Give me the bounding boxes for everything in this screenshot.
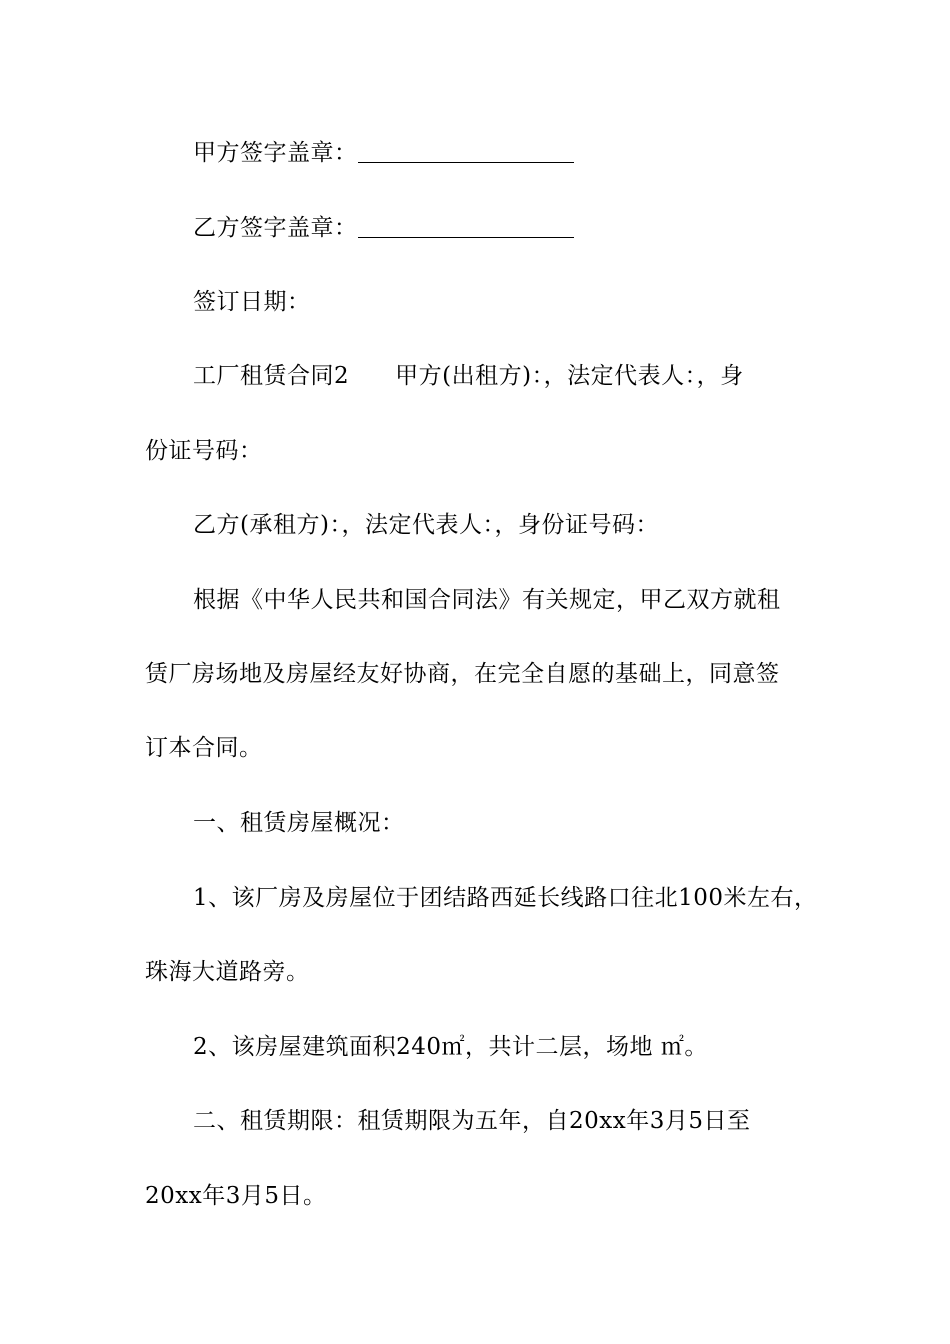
party-b-signature-line bbox=[193, 213, 574, 243]
paragraph-line: 珠海大道路旁。 bbox=[145, 959, 310, 985]
party-a-signature-blank bbox=[358, 140, 574, 163]
party-a-signature-line bbox=[193, 138, 574, 168]
paragraph-line: 20xx年3月5日。 bbox=[145, 1183, 327, 1209]
contract-heading-line bbox=[193, 361, 744, 391]
paragraph-line: 订本合同。 bbox=[145, 735, 263, 761]
party-b-signature-blank bbox=[358, 215, 574, 238]
paragraph-line: 根据《中华人民共和国合同法》有关规定，甲乙双方就租 bbox=[193, 587, 781, 613]
contract-title: 工厂租赁合同2 bbox=[193, 363, 350, 389]
paragraph-line: 份证号码： bbox=[145, 438, 263, 464]
party-b-info: 乙方(承租方)：，法定代表人：，身份证号码： bbox=[193, 512, 659, 538]
party-b-signature-label: 乙方签字盖章： bbox=[193, 215, 358, 241]
party-a-info: 甲方(出租方)：，法定代表人：，身 bbox=[395, 363, 744, 389]
paragraph-line: 1、该厂房及房屋位于团结路西延长线路口往北100米左右， bbox=[193, 885, 818, 911]
paragraph-line: 2、该房屋建筑面积240㎡，共计二层，场地 ㎡。 bbox=[193, 1034, 708, 1060]
party-a-signature-label: 甲方签字盖章： bbox=[193, 140, 358, 166]
paragraph-line: 赁厂房场地及房屋经友好协商，在完全自愿的基础上，同意签 bbox=[145, 661, 780, 687]
section-heading: 一、租赁房屋概况： bbox=[193, 810, 405, 836]
section-heading: 二、租赁期限：租赁期限为五年，自20xx年3月5日至 bbox=[193, 1108, 751, 1134]
sign-date-label: 签订日期： bbox=[193, 289, 311, 315]
